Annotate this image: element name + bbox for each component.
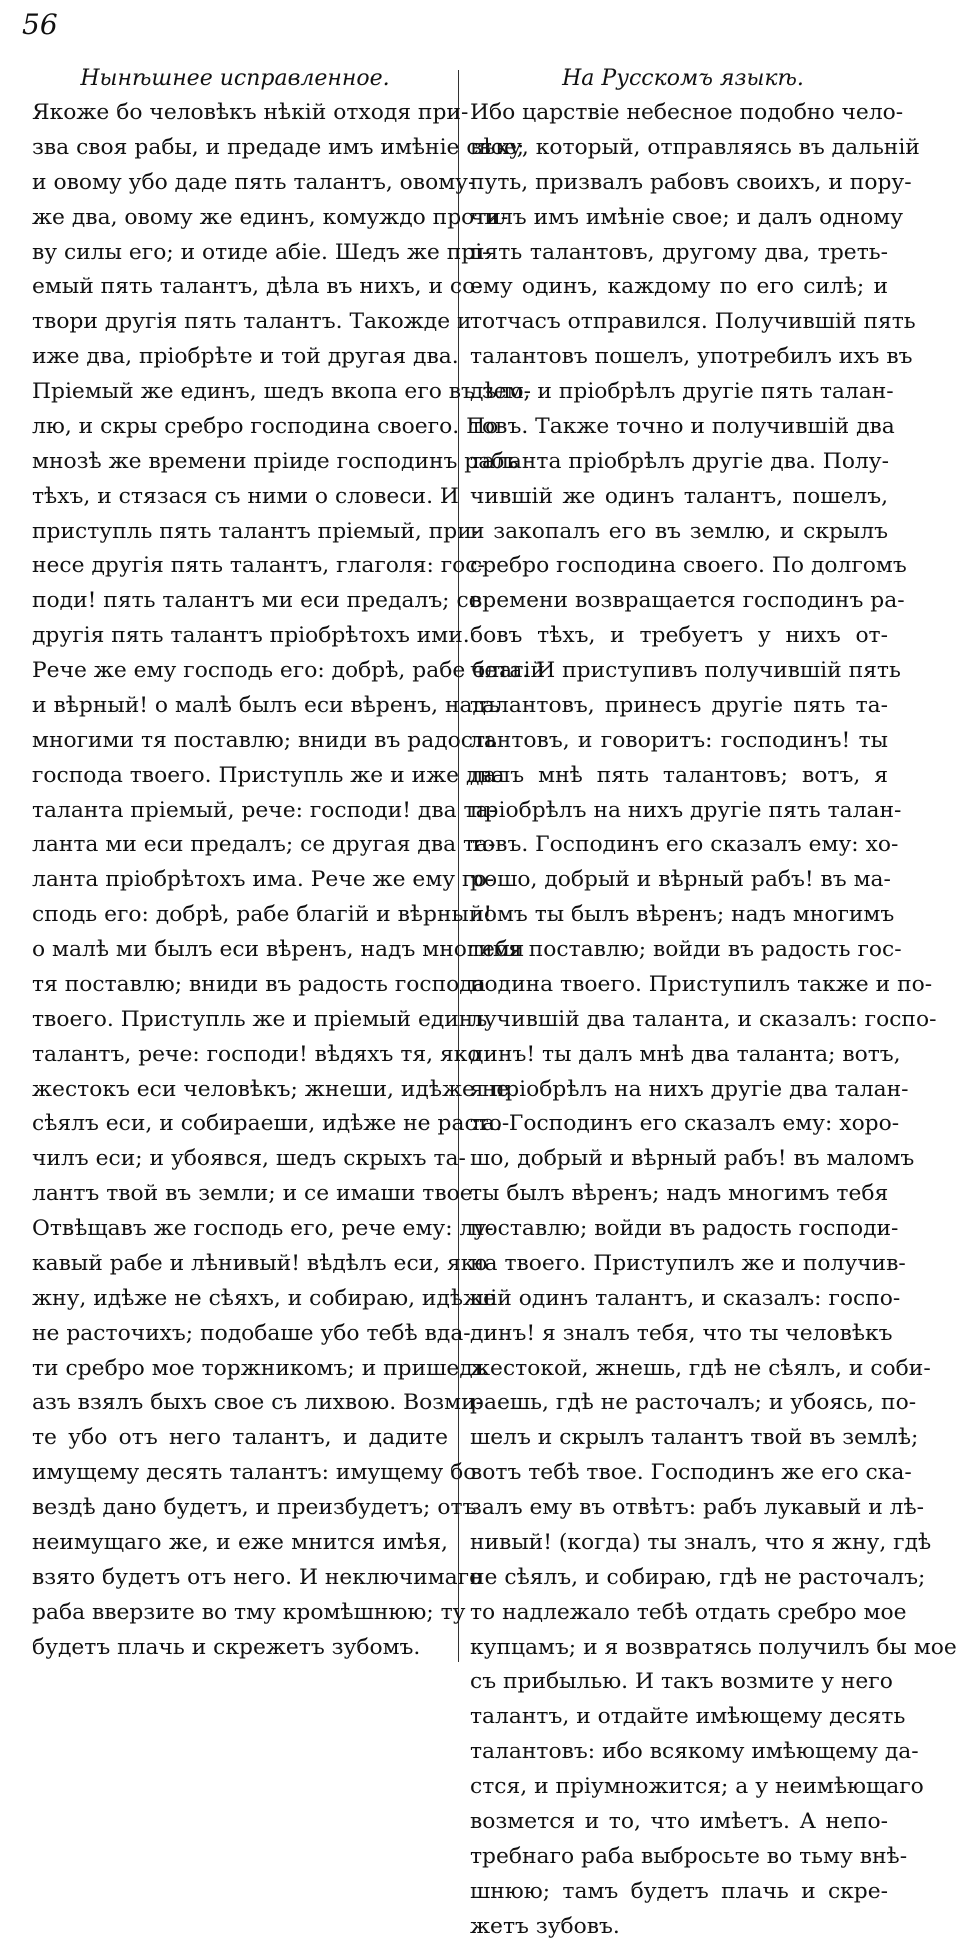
text-line: бовъ тѣхъ, и требуетъ у нихъ от- <box>470 619 888 654</box>
text-line: твори другія пять талантъ. Такожде и <box>32 305 448 340</box>
text-line: ву силы его; и отиде абіе. Шедъ же прі- <box>32 236 448 271</box>
text-line: ланта ми еси предалъ; се другая два та- <box>32 828 448 863</box>
text-line: пять талантовъ, другому два, треть- <box>470 236 888 271</box>
text-line: зва своя рабы, и предаде имъ имѣніе свое; <box>32 131 448 166</box>
text-line: ланта пріобрѣтохъ има. Рече же ему го- <box>32 863 448 898</box>
text-line: поставлю; войди въ радость господи- <box>470 1212 888 1247</box>
text-line: емый пять талантъ, дѣла въ нихъ, и со- <box>32 270 448 305</box>
text-line: сѣялъ еси, и собираеши, идѣже не расто- <box>32 1107 448 1142</box>
text-line: и закопалъ его въ землю, и скрылъ <box>470 515 888 550</box>
text-line: господа твоего. Приступль же и иже два <box>32 759 448 794</box>
text-line: Отвѣщавъ же господь его, рече ему: лу- <box>32 1212 448 1247</box>
text-line: пріобрѣлъ на нихъ другіе пять талан- <box>470 794 888 829</box>
text-line: и овому убо даде пять талантъ, овому- <box>32 166 448 201</box>
text-line: подина твоего. Приступилъ также и по- <box>470 968 888 1003</box>
text-line: жестокъ еси человѣкъ; жнеши, идѣже не <box>32 1073 448 1108</box>
text-line: кавый рабе и лѣнивый! вѣдѣлъ еси, яко <box>32 1247 448 1282</box>
text-line: тя поставлю; вниди въ радость господа <box>32 968 448 1003</box>
text-line: жетъ зубовъ. <box>470 1910 888 1944</box>
text-line: талантъ, рече: господи! вѣдяхъ тя, яко <box>32 1038 448 1073</box>
text-line: поди! пять талантъ ми еси предалъ; се <box>32 584 448 619</box>
text-line: не сѣялъ, и собираю, гдѣ не расточалъ; <box>470 1561 888 1596</box>
text-line: ти сребро мое торжникомъ; и пришедъ <box>32 1352 448 1387</box>
text-line: путь, призвалъ рабовъ своихъ, и пору- <box>470 166 888 201</box>
text-line: лантъ твой въ земли; и се имаши твое. <box>32 1177 448 1212</box>
text-line: неимущаго же, и еже мнится имѣя, <box>32 1526 448 1561</box>
text-line: тѣхъ, и стязася съ ними о словеси. И <box>32 480 448 515</box>
text-line: дѣло, и пріобрѣлъ другіе пять талан- <box>470 375 888 410</box>
text-line: приступль пять талантъ пріемый, при- <box>32 515 448 550</box>
text-line: динъ! ты далъ мнѣ два таланта; вотъ, <box>470 1038 888 1073</box>
text-line: сподь его: добрѣ, рабе благій и вѣрный! <box>32 898 448 933</box>
text-line: товъ. Господинъ его сказалъ ему: хо- <box>470 828 888 863</box>
text-line: взято будетъ отъ него. И неключимаго <box>32 1561 448 1596</box>
text-line: многими тя поставлю; вниди въ радость <box>32 724 448 759</box>
text-line: динъ! я зналъ тебя, что ты человѣкъ <box>470 1317 888 1352</box>
text-line: лучившій два таланта, и сказалъ: госпо- <box>470 1003 888 1038</box>
text-line: талантовъ, принесъ другіе пять та- <box>470 689 888 724</box>
text-line: и вѣрный! о малѣ былъ еси вѣренъ, надъ <box>32 689 448 724</box>
text-line: сребро господина своего. По долгомъ <box>470 549 888 584</box>
text-line: тотчасъ отправился. Получившій пять <box>470 305 888 340</box>
text-line: стся, и пріумножится; а у неимѣющаго <box>470 1770 888 1805</box>
text-line: шій одинъ талантъ, и сказалъ: госпо- <box>470 1282 888 1317</box>
text-line: раешь, гдѣ не расточалъ; и убоясь, по- <box>470 1386 888 1421</box>
text-line: не расточихъ; подобаше убо тебѣ вда- <box>32 1317 448 1352</box>
text-line: азъ взялъ быхъ свое съ лихвою. Возми- <box>32 1386 448 1421</box>
text-line: таланта пріобрѣлъ другіе два. Полу- <box>470 445 888 480</box>
right-column-text <box>470 96 888 1944</box>
left-column-heading: Нынѣшнее исправленное. <box>20 66 450 91</box>
text-line: вездѣ дано будетъ, и преизбудетъ; отъ <box>32 1491 448 1526</box>
text-line: Якоже бо человѣкъ нѣкій отходя при- <box>32 96 448 131</box>
text-line: иже два, пріобрѣте и той другая два. <box>32 340 448 375</box>
text-line: та. Господинъ его сказалъ ему: хоро- <box>470 1107 888 1142</box>
text-line: талантъ, и отдайте имѣющему десять <box>470 1700 888 1735</box>
text-line: залъ ему въ отвѣтъ: рабъ лукавый и лѣ- <box>470 1491 888 1526</box>
text-line: талантовъ пошелъ, употребилъ ихъ въ <box>470 340 888 375</box>
text-line: съ прибылью. И такъ возмите у него <box>470 1665 888 1700</box>
text-line: талантовъ: ибо всякому имѣющему да- <box>470 1735 888 1770</box>
text-line: чета. И приступивъ получившій пять <box>470 654 888 689</box>
text-line: на твоего. Приступилъ же и получив- <box>470 1247 888 1282</box>
text-line: Пріемый же единъ, шедъ вкопа его въ зем- <box>32 375 448 410</box>
text-line: имущему десять талантъ: имущему бо <box>32 1456 448 1491</box>
left-column-text <box>32 96 448 1665</box>
text-line: вѣку, который, отправляясь въ дальній <box>470 131 888 166</box>
text-line: таланта пріемый, рече: господи! два та- <box>32 794 448 829</box>
text-line: шнюю; тамъ будетъ плачь и скре- <box>470 1875 888 1910</box>
text-line: ты былъ вѣренъ; надъ многимъ тебя <box>470 1177 888 1212</box>
text-line: Рече же ему господь его: добрѣ, рабе благій <box>32 654 448 689</box>
text-line: требнаго раба выбросьте во тьму внѣ- <box>470 1840 888 1875</box>
text-line: чившій же одинъ талантъ, пошелъ, <box>470 480 888 515</box>
text-line: раба вверзите во тму кромѣшнюю; ту <box>32 1596 448 1631</box>
text-line: товъ. Также точно и получившій два <box>470 410 888 445</box>
text-line: купцамъ; и я возвратясь получилъ бы мое <box>470 1631 888 1666</box>
text-line: ломъ ты былъ вѣренъ; надъ многимъ <box>470 898 888 933</box>
text-line: несе другія пять талантъ, глаголя: гос- <box>32 549 448 584</box>
text-line: жну, идѣже не сѣяхъ, и собираю, идѣже <box>32 1282 448 1317</box>
text-line: те убо отъ него талантъ, и дадите <box>32 1421 448 1456</box>
text-line: вотъ тебѣ твое. Господинъ же его ска- <box>470 1456 888 1491</box>
text-line: ему одинъ, каждому по его силѣ; и <box>470 270 888 305</box>
text-line: жестокой, жнешь, гдѣ не сѣялъ, и соби- <box>470 1352 888 1387</box>
text-line: Ибо царствіе небесное подобно чело- <box>470 96 888 131</box>
text-line: рошо, добрый и вѣрный рабъ! въ ма- <box>470 863 888 898</box>
text-line: далъ мнѣ пять талантовъ; вотъ, я <box>470 759 888 794</box>
text-line: я пріобрѣлъ на нихъ другіе два талан- <box>470 1073 888 1108</box>
text-line: другія пять талантъ пріобрѣтохъ ими. <box>32 619 448 654</box>
text-line: лю, и скры сребро господина своего. По <box>32 410 448 445</box>
page-number: 56 <box>22 8 58 41</box>
text-line: нивый! (когда) ты зналъ, что я жну, гдѣ <box>470 1526 888 1561</box>
text-line: тебя поставлю; войди въ радость гос- <box>470 933 888 968</box>
text-line: шо, добрый и вѣрный рабъ! въ маломъ <box>470 1142 888 1177</box>
text-line: же два, овому же единъ, комуждо проти- <box>32 201 448 236</box>
text-line: будетъ плачь и скрежетъ зубомъ. <box>32 1631 448 1666</box>
text-line: чилъ имъ имѣніе свое; и далъ одному <box>470 201 888 236</box>
text-line: чилъ еси; и убоявся, шедъ скрыхъ та- <box>32 1142 448 1177</box>
right-column-heading: На Русскомъ языкѣ. <box>468 66 898 91</box>
text-line: то надлежало тебѣ отдать сребро мое <box>470 1596 888 1631</box>
text-line: возмется и то, что имѣетъ. А непо- <box>470 1805 888 1840</box>
text-line: твоего. Приступль же и пріемый единъ <box>32 1003 448 1038</box>
text-line: о малѣ ми былъ еси вѣренъ, надъ многими <box>32 933 448 968</box>
text-line: времени возвращается господинъ ра- <box>470 584 888 619</box>
text-line: шелъ и скрылъ талантъ твой въ землѣ; <box>470 1421 888 1456</box>
text-line: мнозѣ же времени пріиде господинъ рабъ <box>32 445 448 480</box>
text-line: лантовъ, и говоритъ: господинъ! ты <box>470 724 888 759</box>
